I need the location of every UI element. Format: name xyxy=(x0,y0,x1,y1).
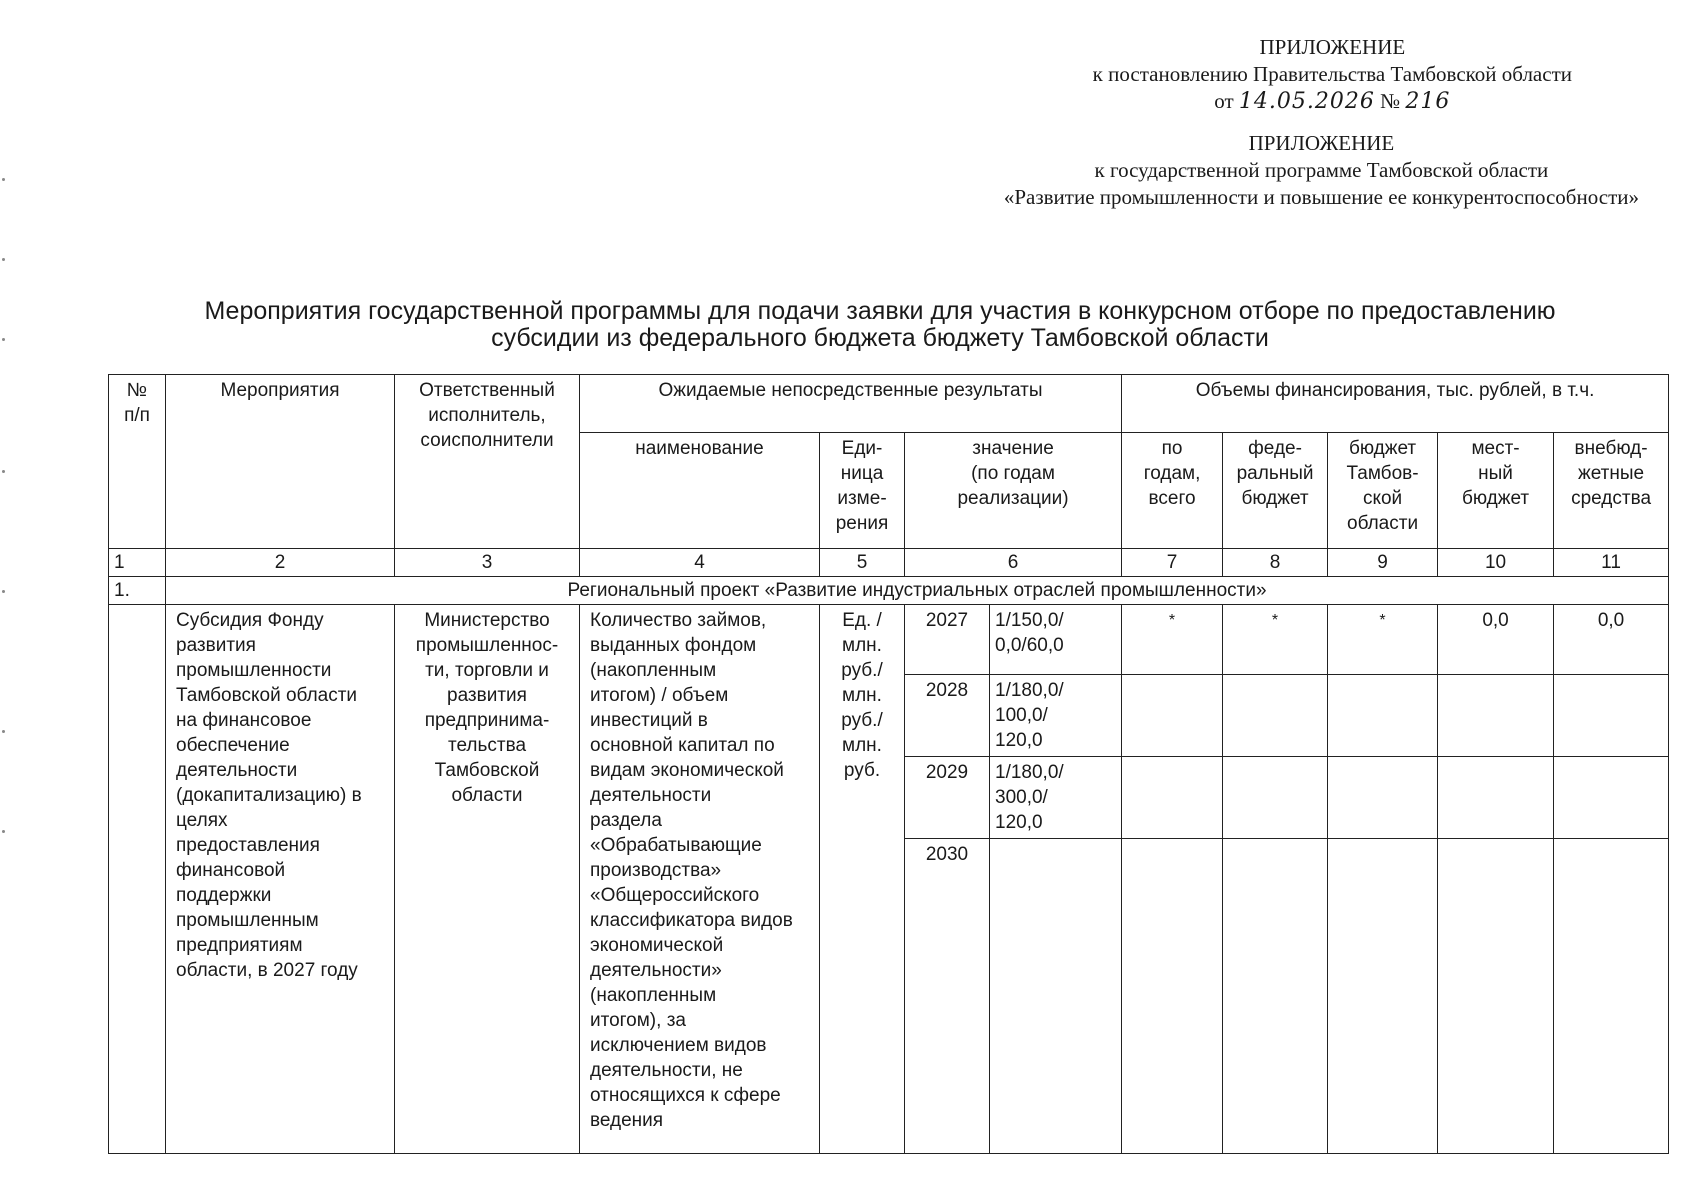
year-value-cell: 1/180,0/ 100,0/ 120,0 xyxy=(990,675,1122,757)
activities-table xyxy=(108,374,1669,1154)
column-number: 6 xyxy=(905,549,1122,577)
activity-cell: Субсидия Фонду развития промышленности Тамбовской области на финансовое обеспечение деятельности (докапитализацию) в целях предоставления финансовой поддержки промышленным предприятиям области, в 2027 году xyxy=(166,605,395,1154)
year-value-cell: 1/150,0/ 0,0/60,0 xyxy=(990,605,1122,675)
federal-cell: * xyxy=(1223,605,1328,675)
header-responsible: Ответственный исполнитель, соисполнители xyxy=(395,375,580,549)
empty-cell xyxy=(1438,675,1554,757)
unit-cell: Ед. / млн. руб./ млн. руб./ млн. руб. xyxy=(820,605,905,1154)
section-number: 1. xyxy=(109,577,166,605)
empty-cell xyxy=(1328,757,1438,839)
header-federal: феде- ральный бюджет xyxy=(1223,433,1328,549)
header-offbudget: внебюд- жетные средства xyxy=(1554,433,1669,549)
column-number: 4 xyxy=(580,549,820,577)
header-result-name: наименование xyxy=(580,433,820,549)
responsible-cell: Министерство промышленнос- ти, торговли и развития предпринима- тельства Тамбовской области xyxy=(395,605,580,1154)
appendix-label: ПРИЛОЖЕНИЕ xyxy=(1259,35,1406,59)
empty-cell xyxy=(1223,839,1328,1154)
header-funding: Объемы финансирования, тыс. рублей, в т.ч. xyxy=(1122,375,1669,433)
table-row xyxy=(109,605,1669,675)
column-number: 8 xyxy=(1223,549,1328,577)
appendix-label-2: ПРИЛОЖЕНИЕ xyxy=(1248,131,1395,155)
document-title: Мероприятия государственной программы для подачи заявки для участия в конкурсном отборе по предоставлению субсидии из федерального бюджета бюджету Тамбовской области xyxy=(204,297,1556,352)
empty-cell xyxy=(1328,839,1438,1154)
column-number: 1 xyxy=(109,549,166,577)
column-number: 10 xyxy=(1438,549,1554,577)
offbudget-cell: 0,0 xyxy=(1554,605,1669,675)
empty-cell xyxy=(1328,675,1438,757)
empty-cell xyxy=(1554,675,1669,757)
empty-cell xyxy=(1223,675,1328,757)
year-value-cell: 1/180,0/ 300,0/ 120,0 xyxy=(990,757,1122,839)
year-value-cell xyxy=(990,839,1122,1154)
year-cell: 2030 xyxy=(905,839,990,1154)
regional-cell: * xyxy=(1328,605,1438,675)
header-expected-results: Ожидаемые непосредственные результаты xyxy=(580,375,1122,433)
year-cell: 2029 xyxy=(905,757,990,839)
handwritten-date: 14.05.2026 xyxy=(1238,89,1375,114)
decree-line: к постановлению Правительства Тамбовской области xyxy=(1092,62,1572,86)
empty-cell xyxy=(1554,839,1669,1154)
decree-date-line: от 14.05.2026 № 216 xyxy=(1214,89,1451,114)
header-activity: Мероприятия xyxy=(166,375,395,549)
header-no: № п/п xyxy=(109,375,166,549)
year-cell: 2028 xyxy=(905,675,990,757)
header-program-appendix xyxy=(1004,130,1639,211)
column-number: 2 xyxy=(166,549,395,577)
empty-cell xyxy=(1438,839,1554,1154)
header-decree-appendix xyxy=(1093,34,1572,115)
section-title: Региональный проект «Развитие индустриальных отраслей промышленности» xyxy=(166,577,1669,605)
result-name-cell: Количество займов, выданных фондом (накопленным итогом) / объем инвестиций в основной капитал по видам экономической деятельности раздела «Обрабатывающие производства» «Общероссийского классификатора видов экономической деятельности» (накопленным итогом), за исключением видов деятельности, не относящихся к сфере ведения xyxy=(580,605,820,1154)
empty-cell xyxy=(1122,675,1223,757)
handwritten-number: 216 xyxy=(1405,89,1451,114)
header-regional: бюджет Тамбов- ской области xyxy=(1328,433,1438,549)
header-local: мест- ный бюджет xyxy=(1438,433,1554,549)
program-line: к государственной программе Тамбовской области xyxy=(1094,158,1549,182)
empty-cell xyxy=(1554,757,1669,839)
total-cell: * xyxy=(1122,605,1223,675)
column-number: 11 xyxy=(1554,549,1669,577)
local-cell: 0,0 xyxy=(1438,605,1554,675)
column-number: 7 xyxy=(1122,549,1223,577)
header-value: значение (по годам реализации) xyxy=(905,433,1122,549)
empty-cell xyxy=(1122,839,1223,1154)
column-number: 3 xyxy=(395,549,580,577)
empty-cell xyxy=(1223,757,1328,839)
year-cell: 2027 xyxy=(905,605,990,675)
program-name: «Развитие промышленности и повышение ее конкурентоспособности» xyxy=(1003,185,1639,209)
column-number: 5 xyxy=(820,549,905,577)
header-unit: Еди- ница изме- рения xyxy=(820,433,905,549)
empty-cell xyxy=(1122,757,1223,839)
scan-margin-marks xyxy=(0,170,6,870)
section-row xyxy=(109,577,1669,605)
header-by-years: по годам, всего xyxy=(1122,433,1223,549)
row-number-cell xyxy=(109,605,166,1154)
column-number: 9 xyxy=(1328,549,1438,577)
column-numbers-row xyxy=(109,549,1669,577)
empty-cell xyxy=(1438,757,1554,839)
